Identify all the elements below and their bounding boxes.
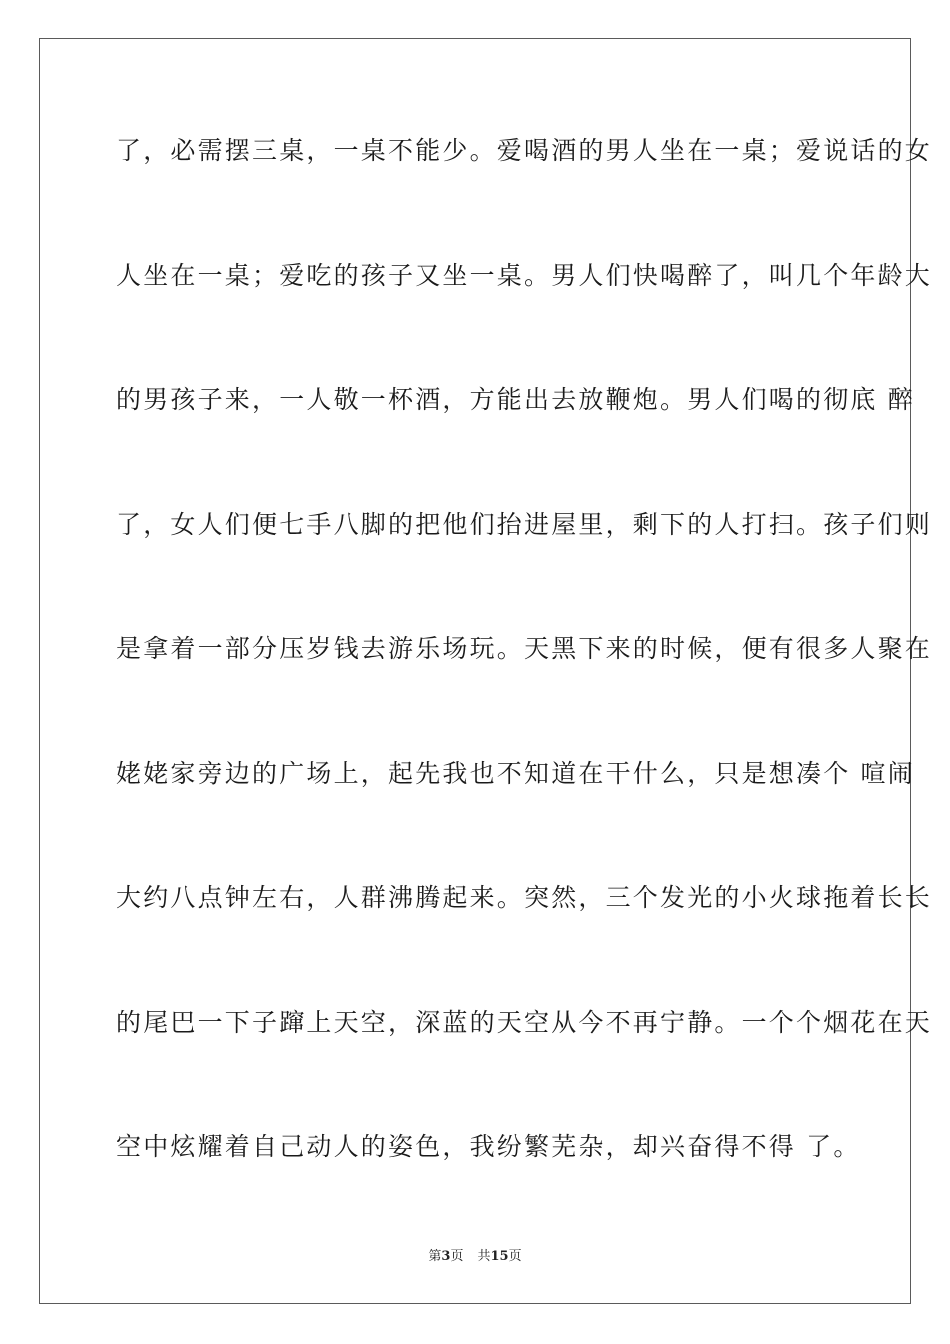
text-line: 大约八点钟左右，人群沸腾起来。突然，三个发光的小火球拖着长长 <box>116 883 933 912</box>
text-line: 空中炫耀着自己动人的姿色，我纷繁芜杂，却兴奋得不得 了。 <box>116 1132 861 1161</box>
document-body <box>116 128 933 1249</box>
page-prefix: 第 <box>428 1249 442 1264</box>
total-prefix: 共 <box>477 1249 491 1264</box>
total-suffix: 页 <box>508 1249 522 1264</box>
text-line: 姥姥家旁边的广场上，起先我也不知道在干什么，只是想凑个 喧闹 <box>116 758 915 788</box>
total-pages: 15 <box>490 1249 509 1264</box>
page-suffix: 页 <box>450 1249 464 1264</box>
text-line: 是拿着一部分压岁钱去游乐场玩。天黑下来的时候，便有很多人聚在 <box>116 634 933 663</box>
text-line: 的尾巴一下子蹿上天空，深蓝的天空从今不再宁静。一个个烟花在天 <box>116 1007 933 1037</box>
text-line: 的男孩子来，一人敬一杯酒，方能出去放鞭炮。男人们喝的彻底 醉 <box>116 385 915 414</box>
page-footer <box>0 1248 950 1266</box>
text-line: 了，女人们便七手八脚的把他们抬进屋里，剩下的人打扫。孩子们则 <box>116 509 933 539</box>
text-line: 人坐在一桌；爱吃的孩子又坐一桌。男人们快喝醉了，叫几个年龄大 <box>116 260 933 290</box>
text-line: 了，必需摆三桌，一桌不能少。爱喝酒的男人坐在一桌；爱说话的女 <box>116 136 933 165</box>
page-number: 3 <box>441 1249 451 1264</box>
